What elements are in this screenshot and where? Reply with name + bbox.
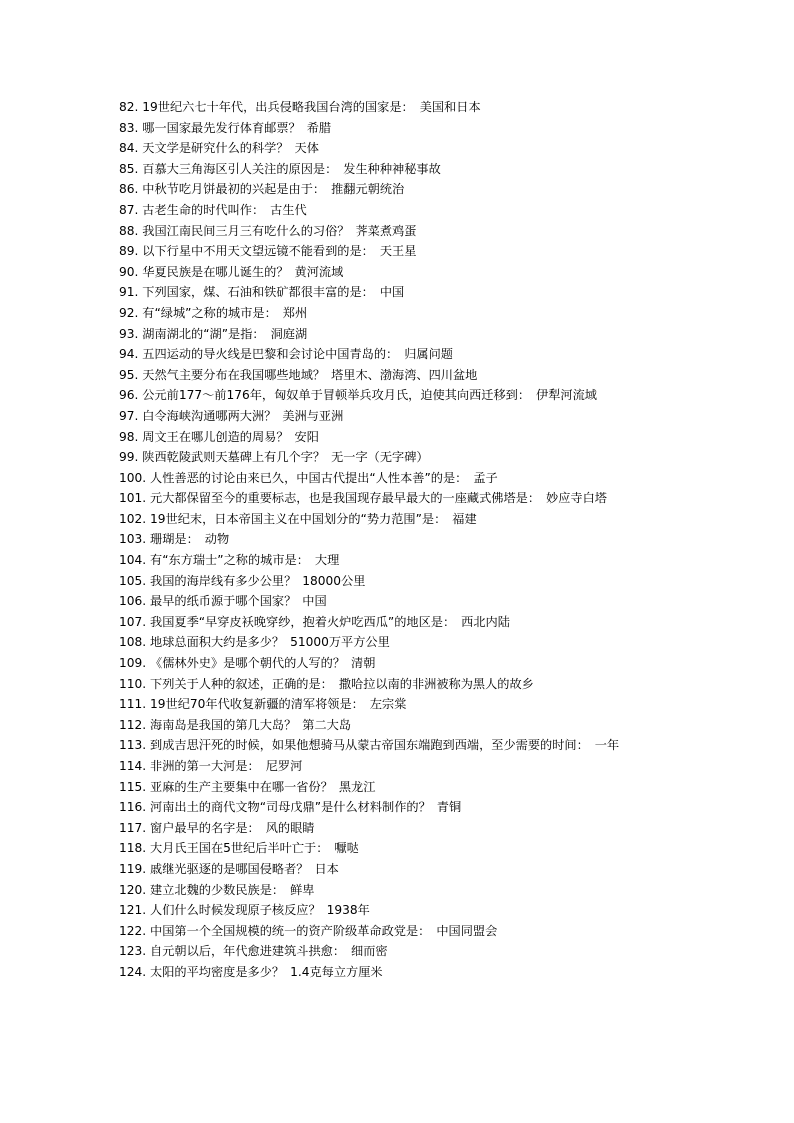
answer-text: 1.4克每立方厘米 [290,964,383,979]
question-text: 我国夏季“早穿皮袄晚穿纱，抱着火炉吃西瓜”的地区是： [150,614,456,629]
question-text: 《儒林外史》是哪个朝代的人写的？ [150,656,346,671]
item-number: 100. [119,470,147,485]
answer-text: 清朝 [351,656,376,671]
answer-text: 鲜卑 [290,882,315,897]
question-text: 最早的纸币源于哪个国家？ [150,594,297,609]
question-text: 下列关于人种的叙述，正确的是： [150,676,333,691]
qa-item [119,818,679,839]
answer-text: 中国 [302,594,327,609]
item-number: 109. [119,656,147,671]
item-number: 117. [119,820,147,835]
question-text: 海南岛是我国的第几大岛？ [150,717,297,732]
item-number: 114. [119,759,147,773]
qa-item [119,797,679,818]
item-number: 107. [119,614,147,629]
qa-item [119,777,679,798]
question-text: 哪一国家最先发行体育邮票？ [142,120,301,135]
item-number: 95. [119,367,139,382]
item-number: 84. [119,141,139,156]
question-text: 亚麻的生产主要集中在哪一省份？ [150,779,333,794]
question-text: 湖南湖北的“湖”是指： [142,326,265,341]
item-number: 103. [119,532,147,547]
answer-text: 美洲与亚洲 [282,408,344,423]
item-number: 106. [119,594,147,609]
question-answer-list [119,97,679,983]
answer-text: 郑州 [282,305,308,320]
question-text: 珊瑚是： [150,532,199,547]
qa-item [119,303,679,324]
answer-text: 无一字（无字碑） [331,450,429,465]
answer-text: 1938年 [326,903,370,918]
answer-text: 妙应寺白塔 [546,491,607,506]
answer-text: 嚈哒 [334,841,359,856]
item-number: 116. [119,800,147,815]
question-text: 百慕大三角海区引人关注的原因是： [142,161,338,176]
item-number: 88. [119,223,139,238]
qa-item [119,859,679,880]
answer-text: 希腊 [306,120,332,135]
answer-text: 塔里木、渤海湾、四川盆地 [331,367,478,382]
qa-item [119,838,679,859]
question-text: 周文王在哪儿创造的周易？ [142,429,289,444]
answer-text: 大理 [314,553,340,568]
answer-text: 西北内陆 [461,614,510,629]
question-text: 下列国家，煤、石油和铁矿都很丰富的是： [142,285,374,300]
item-number: 124. [119,964,147,979]
qa-item [119,282,679,303]
question-text: 19世纪六七十年代，出兵侵略我国台湾的国家是： [142,100,414,114]
question-text: 太阳的平均密度是多少？ [150,964,285,979]
qa-item [119,571,679,592]
question-text: 我国的海岸线有多少公里？ [150,573,297,588]
item-number: 87. [119,202,139,217]
item-number: 85. [119,161,139,176]
question-text: 我国江南民间三月三有吃什么的习俗？ [142,223,350,238]
qa-item [119,509,679,530]
qa-item [119,735,679,756]
question-text: 公元前177～前176年，匈奴单于冒顿举兵攻月氏，迫使其向西迁移到： [142,388,531,403]
question-text: 天然气主要分布在我国哪些地域？ [142,367,326,382]
qa-item [119,179,679,200]
item-number: 92. [119,305,139,320]
answer-text: 福建 [452,511,477,526]
answer-text: 发生种种神秘事故 [343,161,441,176]
item-number: 122. [119,923,147,938]
item-number: 121. [119,903,147,918]
question-text: 有“绿城”之称的城市是： [142,305,277,320]
qa-item [119,941,679,962]
question-text: 人性善恶的讨论由来已久，中国古代提出“人性本善”的是： [150,470,468,485]
question-text: 古老生命的时代叫作： [142,202,265,217]
qa-item [119,468,679,489]
question-text: 以下行星中不用天文望远镜不能看到的是： [142,244,374,259]
item-number: 108. [119,635,147,650]
question-text: 有“东方瑞士”之称的城市是： [150,553,309,568]
item-number: 112. [119,717,147,732]
qa-item [119,591,679,612]
answer-text: 中国 [379,285,405,300]
qa-item [119,365,679,386]
answer-text: 天王星 [379,244,417,259]
question-text: 19世纪70年代收复新疆的清军将领是： [150,697,364,712]
item-number: 94. [119,347,139,362]
item-number: 120. [119,882,147,897]
question-text: 五四运动的导火线是巴黎和会讨论中国青岛的： [142,347,399,362]
answer-text: 撒哈拉以南的非洲被称为黑人的故乡 [338,676,534,691]
item-number: 86. [119,182,139,197]
answer-text: 第二大岛 [302,717,352,732]
qa-item [119,427,679,448]
answer-text: 风的眼睛 [265,820,315,835]
qa-item [119,756,679,777]
qa-item [119,880,679,901]
item-number: 118. [119,841,147,856]
item-number: 99. [119,450,139,465]
item-number: 115. [119,779,147,794]
question-text: 19世纪末，日本帝国主义在中国划分的“势力范围”是： [150,511,447,526]
answer-text: 一年 [594,738,620,753]
item-number: 90. [119,264,139,279]
answer-text: 细而密 [351,944,388,959]
answer-text: 动物 [204,532,230,547]
question-text: 中秋节吃月饼最初的兴起是由于： [142,182,326,197]
answer-text: 古生代 [270,202,307,217]
answer-text: 推翻元朝统治 [331,182,405,197]
qa-item [119,200,679,221]
question-text: 自元朝以后，年代愈进建筑斗拱愈： [150,944,346,959]
qa-item [119,921,679,942]
item-number: 123. [119,944,147,959]
answer-text: 黄河流域 [294,264,344,279]
qa-item [119,962,679,983]
item-number: 89. [119,244,139,259]
answer-text: 荠菜煮鸡蛋 [355,223,417,238]
question-text: 河南出土的商代文物“司母戊鼎”是什么材料制作的？ [150,800,431,815]
qa-item [119,159,679,180]
qa-item [119,118,679,139]
question-text: 戚继光驱逐的是哪国侵略者？ [150,861,309,876]
item-number: 82. [119,100,139,114]
item-number: 105. [119,573,147,588]
question-text: 地球总面积大约是多少？ [150,635,285,650]
item-number: 91. [119,285,139,300]
qa-item [119,715,679,736]
question-text: 陕西乾陵武则天墓碑上有几个字？ [142,450,326,465]
qa-item [119,529,679,550]
item-number: 111. [119,697,147,712]
qa-item [119,262,679,283]
item-number: 98. [119,429,139,444]
item-number: 119. [119,861,147,876]
answer-text: 安阳 [294,429,319,444]
qa-item [119,900,679,921]
qa-item [119,653,679,674]
qa-item [119,550,679,571]
qa-item [119,632,679,653]
question-text: 人们什么时候发现原子核反应？ [150,903,321,918]
qa-item [119,694,679,715]
qa-item [119,221,679,242]
answer-text: 伊犁河流域 [536,388,597,403]
question-text: 中国第一个全国规模的统一的资产阶级革命政党是： [150,923,431,938]
question-text: 到成吉思汗死的时候，如果他想骑马从蒙古帝国东端跑到西端，至少需要的时间： [150,738,589,753]
answer-text: 美国和日本 [419,100,481,114]
question-text: 天文学是研究什么的科学？ [142,141,289,156]
item-number: 93. [119,326,139,341]
qa-item [119,447,679,468]
question-text: 白令海峡沟通哪两大洲？ [142,408,277,423]
answer-text: 中国同盟会 [436,923,498,938]
question-text: 非洲的第一大河是： [150,759,260,773]
answer-text: 洞庭湖 [270,326,308,341]
item-number: 102. [119,511,147,526]
qa-item [119,97,679,118]
answer-text: 左宗棠 [369,697,407,712]
answer-text: 青铜 [436,800,462,815]
item-number: 96. [119,388,139,403]
item-number: 104. [119,553,147,568]
qa-item [119,488,679,509]
question-text: 元大都保留至今的重要标志，也是我国现存最早最大的一座藏式佛塔是： [150,491,541,506]
answer-text: 51000万平方公里 [290,635,390,650]
item-number: 101. [119,491,147,506]
qa-item [119,138,679,159]
qa-item [119,612,679,633]
item-number: 97. [119,408,139,423]
answer-text: 黑龙江 [338,779,376,794]
question-text: 华夏民族是在哪儿诞生的？ [142,264,289,279]
qa-item [119,344,679,365]
qa-item [119,385,679,406]
qa-item [119,406,679,427]
question-text: 建立北魏的少数民族是： [150,882,285,897]
answer-text: 孟子 [473,470,498,485]
answer-text: 18000公里 [302,573,366,588]
item-number: 83. [119,120,139,135]
answer-text: 归属问题 [404,347,453,362]
question-text: 大月氏王国在5世纪后半叶亡于： [150,841,329,856]
qa-item [119,324,679,345]
answer-text: 尼罗河 [265,759,303,773]
answer-text: 天体 [294,141,319,156]
qa-item [119,674,679,695]
item-number: 110. [119,676,147,691]
question-text: 窗户最早的名字是： [150,820,260,835]
answer-text: 日本 [314,861,339,876]
item-number: 113. [119,738,147,753]
qa-item [119,241,679,262]
